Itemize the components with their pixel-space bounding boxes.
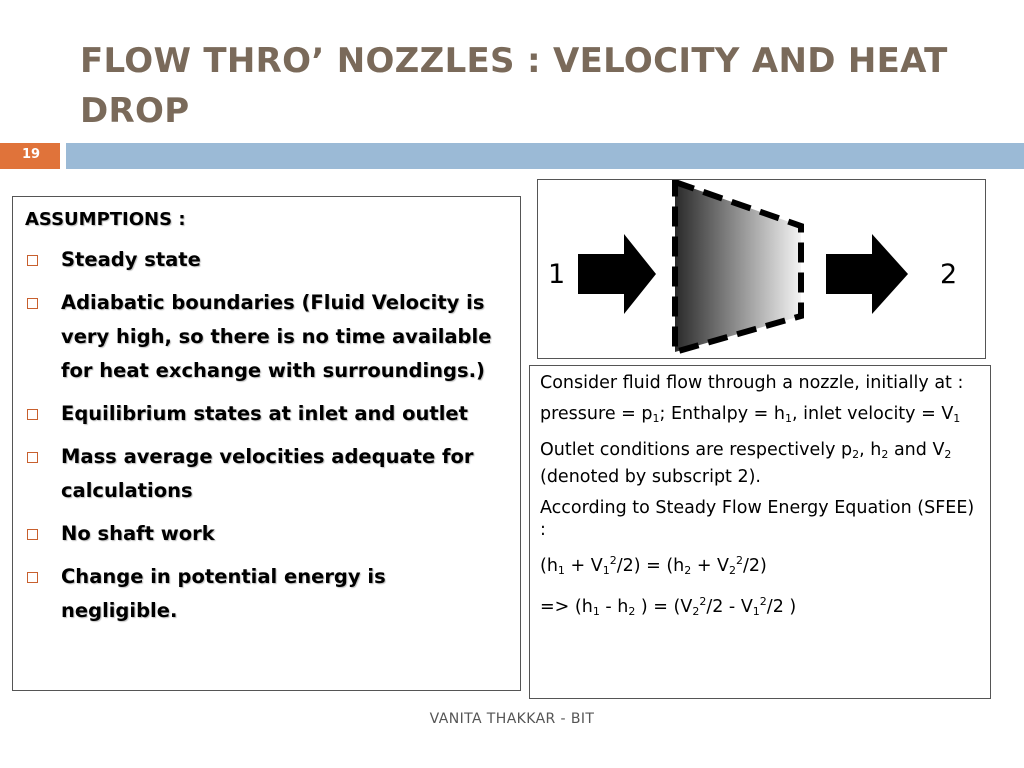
square-bullet-icon (27, 572, 38, 583)
assumptions-heading: ASSUMPTIONS : (25, 209, 186, 230)
outlet-label: 2 (940, 259, 958, 290)
header-bar (66, 143, 1024, 169)
square-bullet-icon (27, 409, 38, 420)
slide-title: FLOW THRO’ NOZZLES : VELOCITY AND HEAT DROP (80, 41, 948, 131)
square-bullet-icon (27, 452, 38, 463)
list-item: Mass average velocities adequate for calculations (25, 440, 508, 508)
nozzle-drawing (538, 180, 987, 360)
list-item: Change in potential energy is negligible. (25, 560, 508, 628)
square-bullet-icon (27, 298, 38, 309)
list-item: Adiabatic boundaries (Fluid Velocity is very high, so there is no time available for heat exchange with surroundings.) (25, 286, 508, 388)
footer-author: VANITA THAKKAR - BIT (429, 711, 595, 727)
inlet-arrow-icon (578, 234, 656, 314)
nozzle-diagram (537, 179, 986, 359)
sfee-equation: $(h_1 + V_1^2/2) = (h_2 + V_2^2/2)$ (540, 554, 767, 577)
explanation-box (529, 365, 991, 699)
square-bullet-icon (27, 529, 38, 540)
square-bullet-icon (27, 255, 38, 266)
assumptions-list (25, 243, 508, 628)
inlet-label: 1 (548, 259, 566, 290)
list-item: No shaft work (25, 517, 508, 551)
outlet-conditions: Outlet conditions are respectively $p_2$, $h_2$ and $V_2$ (denoted by subscript 2). (540, 440, 952, 487)
inlet-conditions: pressure = $p_1$; Enthalpy = $h_1$, inlet velocity = $V_1$ (540, 404, 961, 425)
list-item: Equilibrium states at inlet and outlet (25, 397, 508, 431)
explanation-intro: Consider fluid flow through a nozzle, initially at : (540, 373, 964, 393)
assumptions-box (12, 196, 521, 691)
heat-drop-equation: => ($h_1 - h_2$ ) = ($V_2^2/2 - V_1^2/2$ ) (540, 595, 797, 618)
outlet-arrow-icon (826, 234, 908, 314)
slide-number: 19 (0, 143, 60, 169)
sfee-intro: According to Steady Flow Energy Equation (SFEE) : (540, 498, 975, 540)
nozzle-shape (675, 182, 801, 352)
list-item: Steady state (25, 243, 508, 277)
